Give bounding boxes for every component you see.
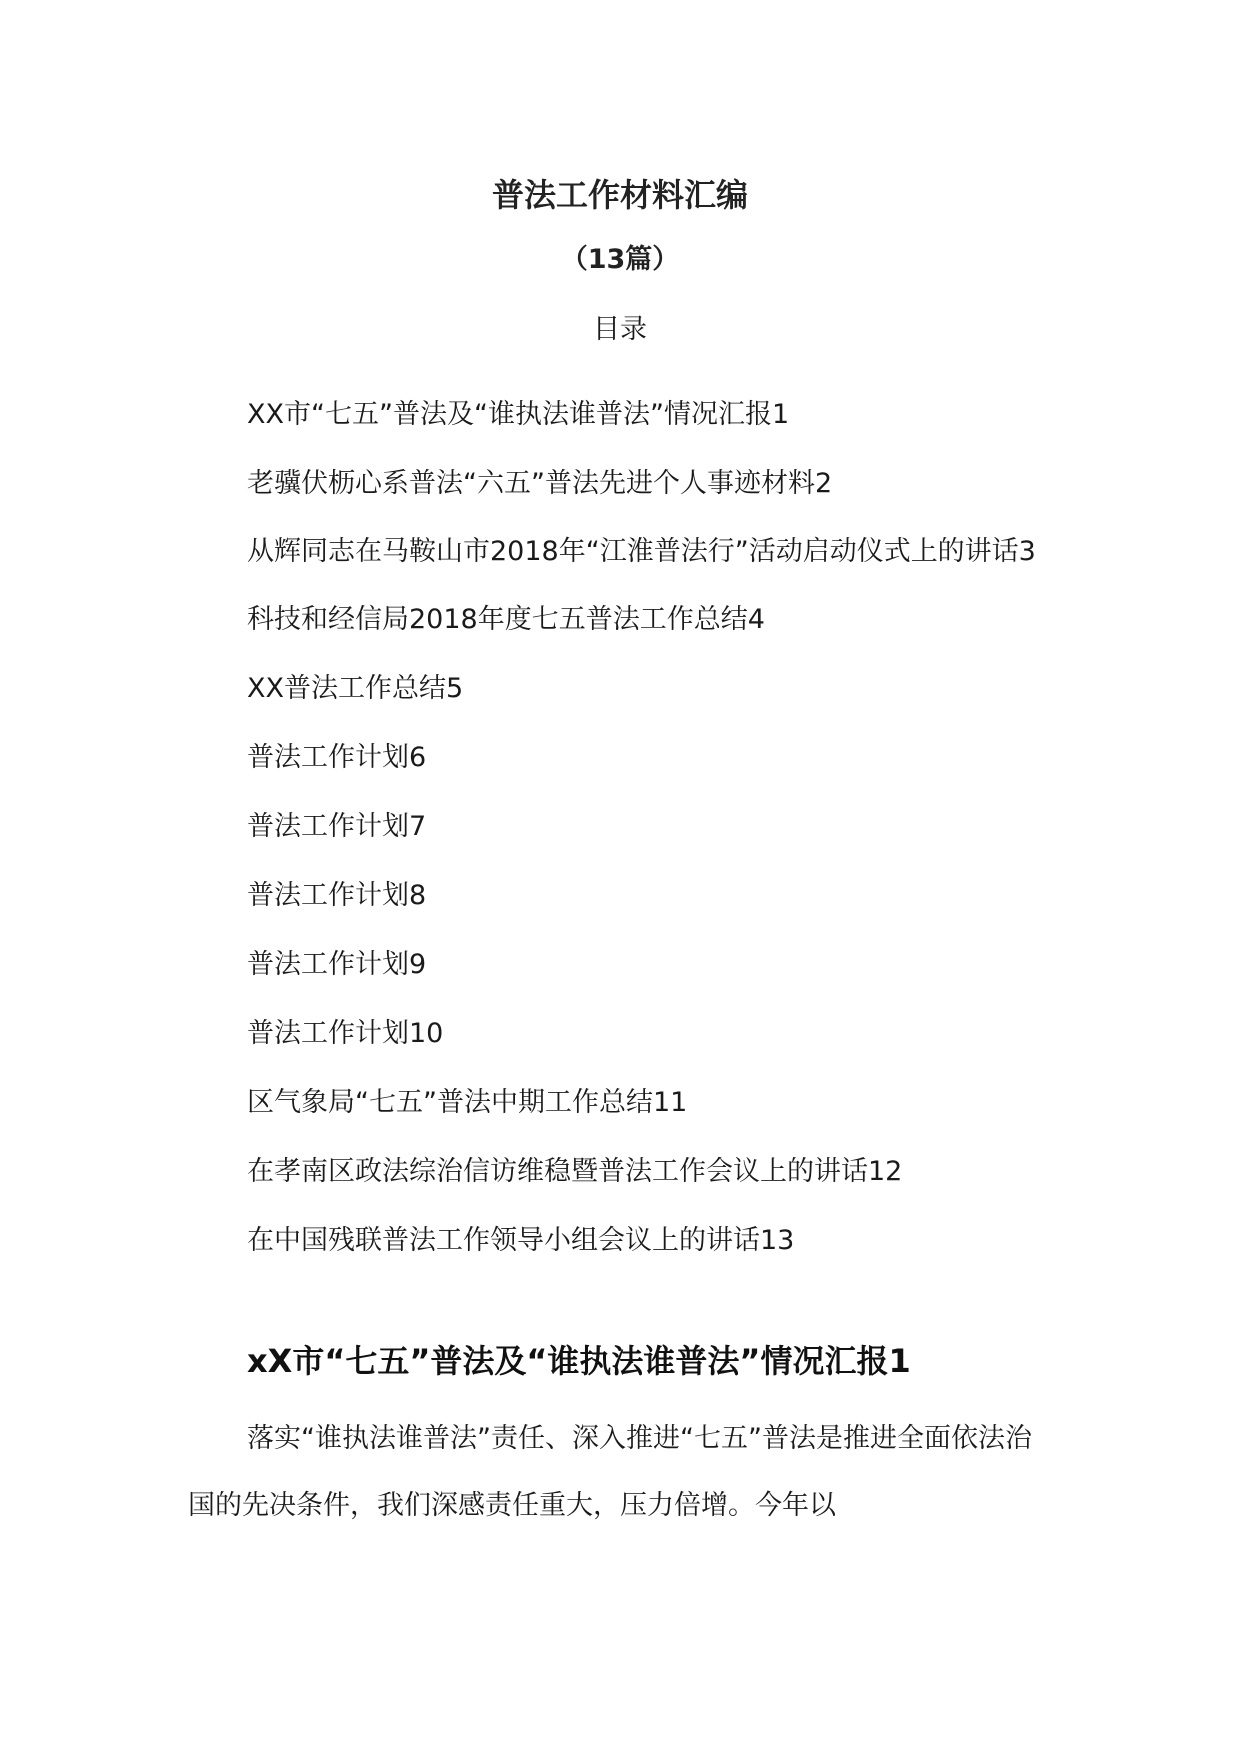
- body-paragraph: 落实“谁执法谁普法”责任、深入推进“七五”普法是推进全面依法治国的先决条件，我们深感责任重大，压力倍增。今年以: [188, 1423, 1032, 1521]
- toc-item[interactable]: XX市“七五”普法及“谁执法谁普法”情况汇报1: [247, 399, 790, 430]
- section-heading: xX市“七五”普法及“谁执法谁普法”情况汇报1: [247, 1342, 911, 1380]
- toc-item[interactable]: 老骥伏枥心系普法“六五”普法先进个人事迹材料2: [247, 468, 833, 499]
- document-title: 普法工作材料汇编: [491, 176, 748, 214]
- table-of-contents: [188, 380, 1048, 1275]
- toc-item[interactable]: 区气象局“七五”普法中期工作总结11: [247, 1087, 688, 1118]
- toc-item[interactable]: 普法工作计划10: [247, 1018, 444, 1049]
- toc-item[interactable]: 从辉同志在马鞍山市2018年“江淮普法行”活动启动仪式上的讲话3: [247, 536, 1036, 567]
- toc-item[interactable]: 普法工作计划7: [247, 811, 427, 842]
- toc-item[interactable]: 普法工作计划6: [247, 742, 427, 773]
- document-subtitle: （13篇）: [560, 244, 680, 275]
- toc-item[interactable]: 普法工作计划9: [247, 949, 427, 980]
- toc-item[interactable]: 普法工作计划8: [247, 880, 427, 911]
- toc-heading: 目录: [593, 314, 647, 345]
- toc-item[interactable]: XX普法工作总结5: [247, 673, 464, 704]
- toc-item[interactable]: 在孝南区政法综治信访维稳暨普法工作会议上的讲话12: [247, 1156, 903, 1187]
- toc-item[interactable]: 在中国残联普法工作领导小组会议上的讲话13: [247, 1225, 795, 1256]
- toc-item[interactable]: 科技和经信局2018年度七五普法工作总结4: [247, 604, 765, 635]
